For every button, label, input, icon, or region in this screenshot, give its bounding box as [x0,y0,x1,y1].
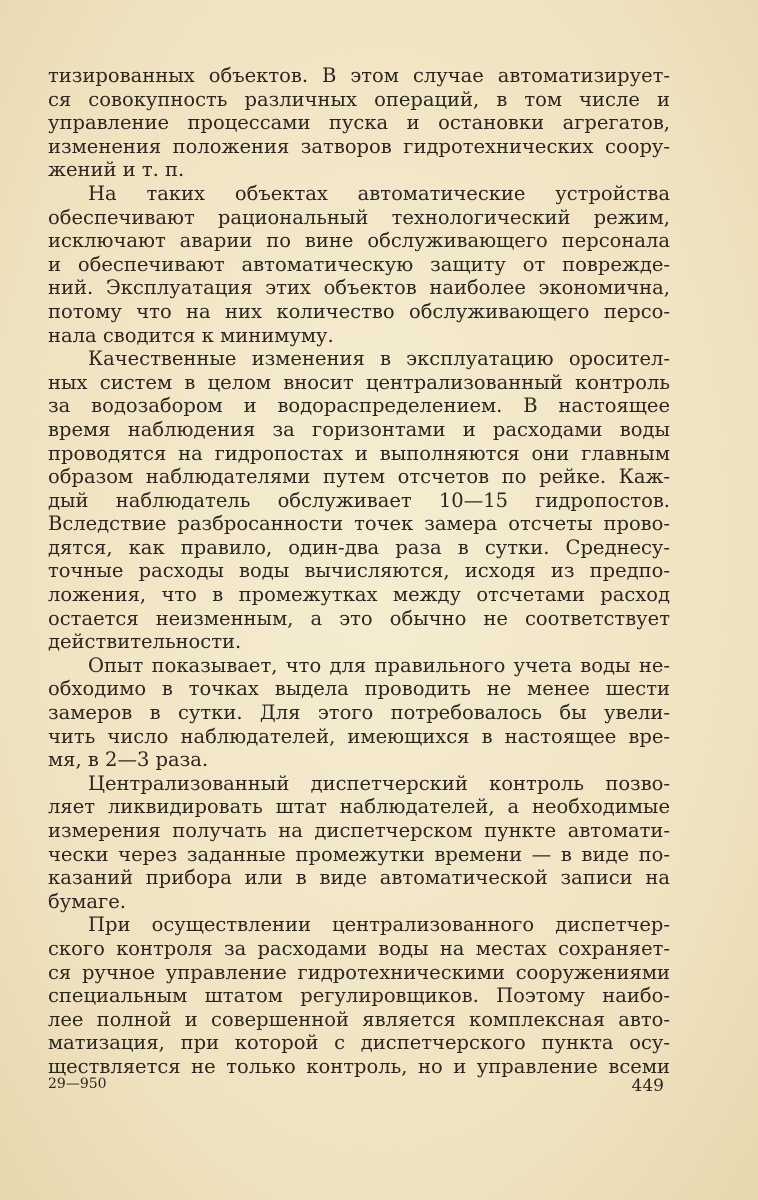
text-line: измерения получать на диспетчерском пункте автомати- [48,819,670,842]
text-line: казаний прибора или в виде автоматической записи на [48,866,670,890]
text-line: точные расходы воды вычисляются, исходя из предпо- [48,559,670,583]
text-line: матизация, при которой с диспетчерского пункта осу- [48,1031,670,1055]
text-line: мя, в 2—3 раза. [48,748,209,772]
text-line: замеров в сутки. Для этого потребовалось бы увели- [48,701,670,725]
text-line: лее полной и совершенной является комплексная авто- [48,1007,670,1031]
text-line: чески через заданные промежутки времени — в виде по- [48,842,670,866]
text-line: нала сводится к минимуму. [48,323,334,347]
text-line: обеспечивают рациональный технологический режим, [48,205,670,229]
text-line: На таких объектах автоматические устройства [88,181,670,205]
text-line: ных систем в целом вносит централизованный контроль [48,370,670,394]
paragraph [48,772,670,914]
text-line: специальным штатом регулировщиков. Поэтому наибо- [48,984,670,1008]
text-line: за водозабором и водораспределением. В настоящее [48,394,670,418]
paragraph [48,913,670,1078]
paragraph [48,654,670,772]
text-line: ляет ликвидировать штат наблюдателей, а необходимые [48,795,670,819]
text-line: чить число наблюдателей, имеющихся в настоящее вре- [48,724,670,748]
page-footer [48,1076,670,1100]
text-line: ществляется не только контроль, но и управление всеми [48,1054,670,1078]
text-line: жений и т. п. [48,158,185,182]
text-line: обходимо в точках выдела проводить не менее шести [48,677,670,701]
text-line: Опыт показывает, что для правильного учета воды не- [88,653,670,677]
text-line: Вследствие разбросанности точек замера отсчеты прово- [48,512,670,536]
text-line: и обеспечивают автоматическую защиту от поврежде- [48,252,670,276]
text-line: ского контроля за расходами воды на местах сохраняет- [48,936,670,960]
text-line: исключают аварии по вине обслуживающего персонала [48,229,670,253]
paragraph [48,347,670,654]
body-text [48,64,670,1079]
text-line: образом наблюдателями путем отсчетов по рейке. Каж- [48,465,670,489]
text-line: проводятся на гидропостах и выполняются они главным [48,441,670,465]
text-line: потому что на них количество обслуживающего персо- [48,299,670,323]
text-line: действительности. [48,630,242,654]
paragraph [48,64,670,182]
text-line: дый наблюдатель обслуживает 10—15 гидропостов. [48,488,670,512]
paragraph [48,182,670,347]
printer-signature-mark: 29—950 [48,1076,107,1092]
text-line: бумаге. [48,889,126,913]
text-line: При осуществлении централизованного диспетчер- [88,913,670,937]
text-line: ний. Эксплуатация этих объектов наиболее экономична, [48,276,670,300]
text-line: управление процессами пуска и остановки агрегатов, [48,111,670,135]
text-line: Качественные изменения в эксплуатацию оросител- [88,347,670,371]
page-number: 449 [631,1076,664,1096]
text-line: ся совокупность различных операций, в том числе и [48,87,670,111]
text-line: время наблюдения за горизонтами и расходами воды [48,417,670,441]
text-line: дятся, как правило, один-два раза в сутки. Среднесу- [48,535,670,559]
text-line: изменения положения затворов гидротехнических соору- [48,134,670,158]
text-line: остается неизменным, а это обычно не соответствует [48,606,670,630]
text-line: ся ручное управление гидротехническими сооружениями [48,960,670,984]
text-line: ложения, что в промежутках между отсчетами расход [48,583,670,607]
text-line: Централизованный диспетчерский контроль позво- [88,771,670,795]
text-line: тизированных объектов. В этом случае автоматизирует- [48,64,670,87]
